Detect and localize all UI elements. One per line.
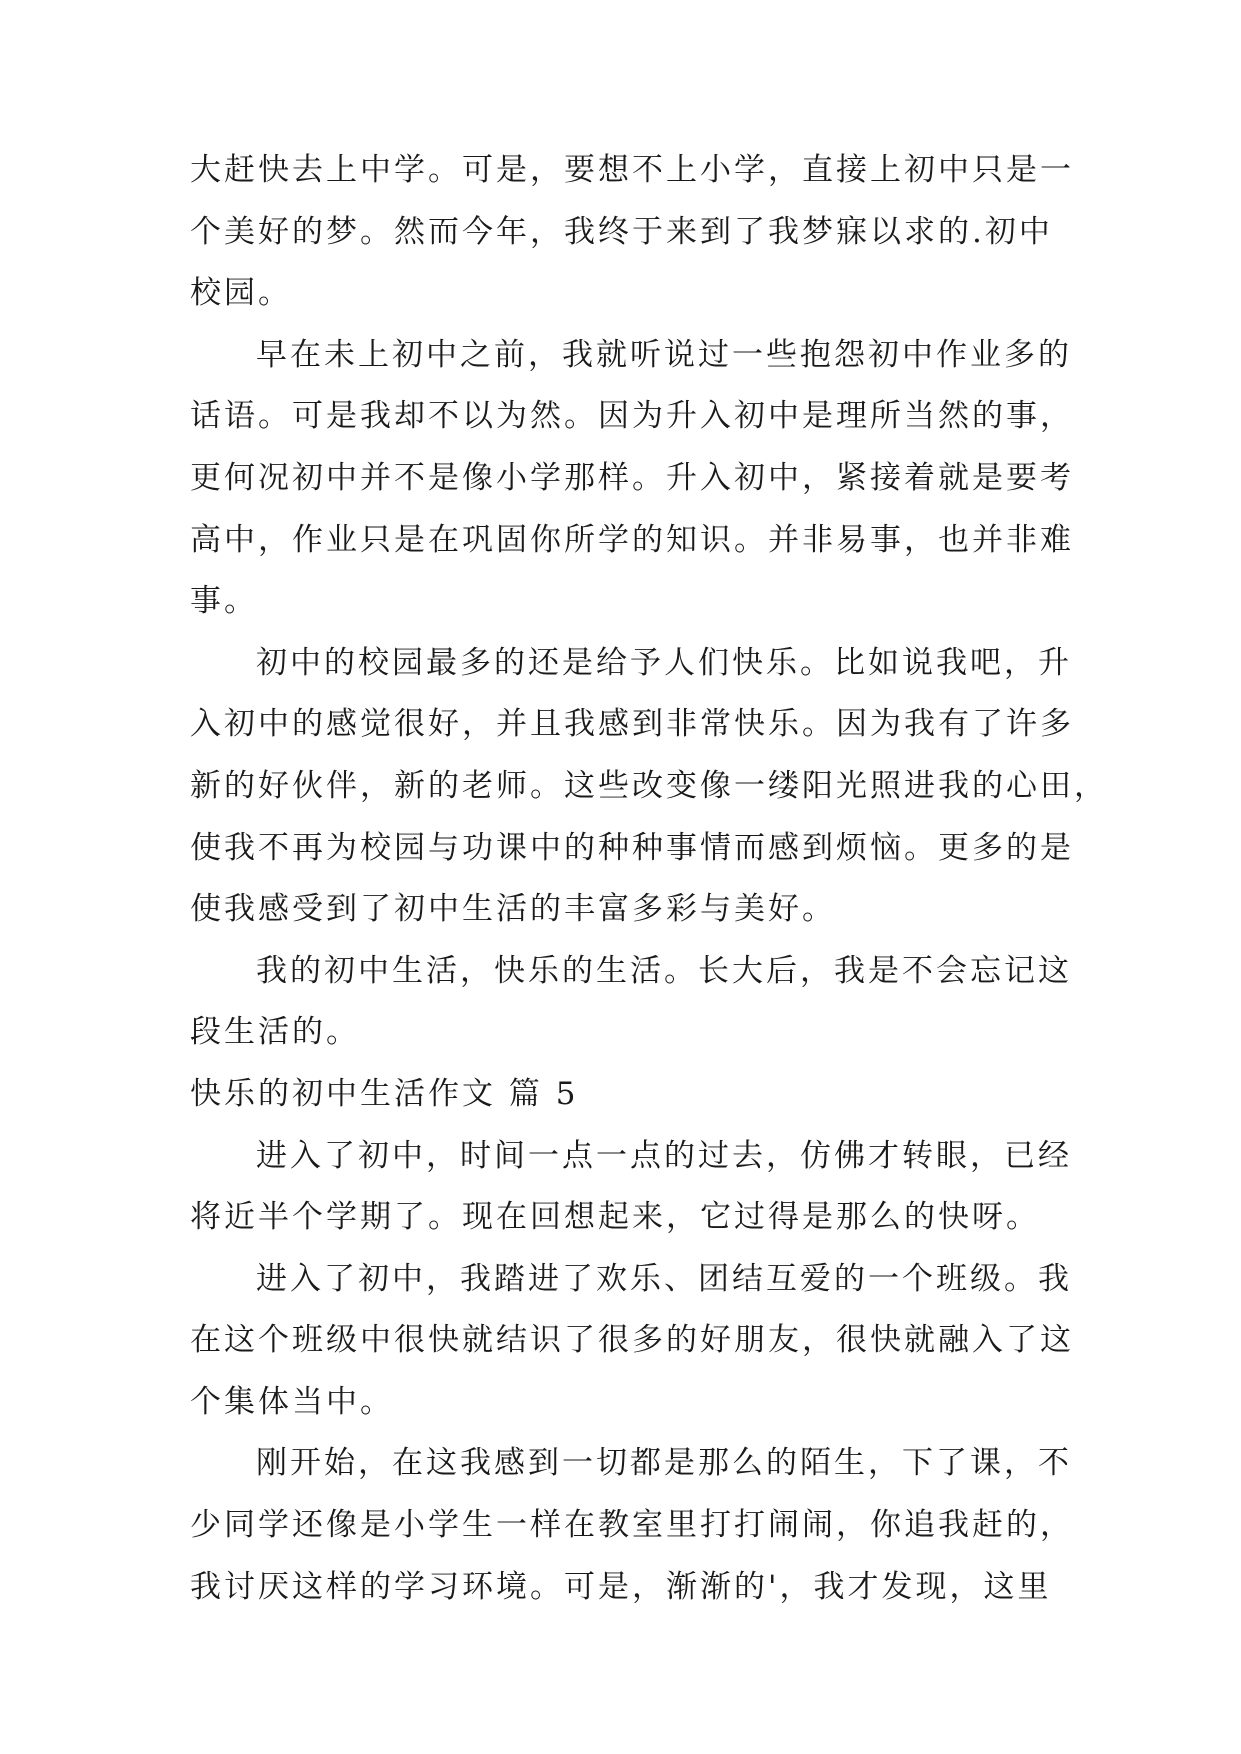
text-line: 在这个班级中很快就结识了很多的好朋友，很快就融入了这 [190,1322,1074,1359]
text-line: 进入了初中，时间一点一点的过去，仿佛才转眼，已经 [256,1137,1072,1174]
text-line: 我的初中生活，快乐的生活。长大后，我是不会忘记这 [256,952,1072,989]
text-line: 刚开始，在这我感到一切都是那么的陌生，下了课，不 [256,1445,1072,1482]
text-line: 更何况初中并不是像小学那样。升入初中，紧接着就是要考 [190,459,1074,496]
text-line: 个集体当中。 [190,1383,394,1420]
paragraph [190,941,1070,1064]
paragraph [190,633,1108,941]
document-body [190,140,1108,1618]
section-heading [190,1064,1070,1126]
text-line: 高中，作业只是在巩固你所学的知识。并非易事，也并非难 [190,521,1074,558]
text-line: 段生活的。 [190,1014,360,1051]
text-line: 使我不再为校园与功课中的种种事情而感到烦恼。更多的是 [190,829,1074,866]
text-line: 校园。 [190,275,292,312]
text-line: 入初中的感觉很好，并且我感到非常快乐。因为我有了许多 [190,706,1074,743]
text-line: 个美好的梦。然而今年，我终于来到了我梦寐以求的.初中 [190,213,1053,250]
text-line: 进入了初中，我踏进了欢乐、团结互爱的一个班级。我 [256,1260,1072,1297]
text-line: 少同学还像是小学生一样在教室里打打闹闹，你追我赶的， [190,1507,1074,1544]
heading-text: 快乐的初中生活作文 篇 5 [190,1075,579,1112]
text-line: 初中的校园最多的还是给予人们快乐。比如说我吧，升 [256,644,1072,681]
text-line: 新的好伙伴，新的老师。这些改变像一缕阳光照进我的心田， [190,767,1108,804]
paragraph [190,325,1074,633]
text-line: 早在未上初中之前，我就听说过一些抱怨初中作业多的 [256,336,1072,373]
paragraph [190,1126,1070,1249]
text-line: 我讨厌这样的学习环境。可是，渐渐的'，我才发现，这里 [190,1568,1052,1605]
text-line: 使我感受到了初中生活的丰富多彩与美好。 [190,891,836,928]
paragraph [190,140,1074,325]
paragraph [190,1433,1074,1618]
text-line: 话语。可是我却不以为然。因为升入初中是理所当然的事， [190,398,1074,435]
text-line: 将近半个学期了。现在回想起来，它过得是那么的快呀。 [190,1199,1040,1236]
text-line: 事。 [190,583,258,620]
text-line: 大赶快去上中学。可是，要想不上小学，直接上初中只是一 [190,152,1074,188]
paragraph [190,1249,1074,1434]
